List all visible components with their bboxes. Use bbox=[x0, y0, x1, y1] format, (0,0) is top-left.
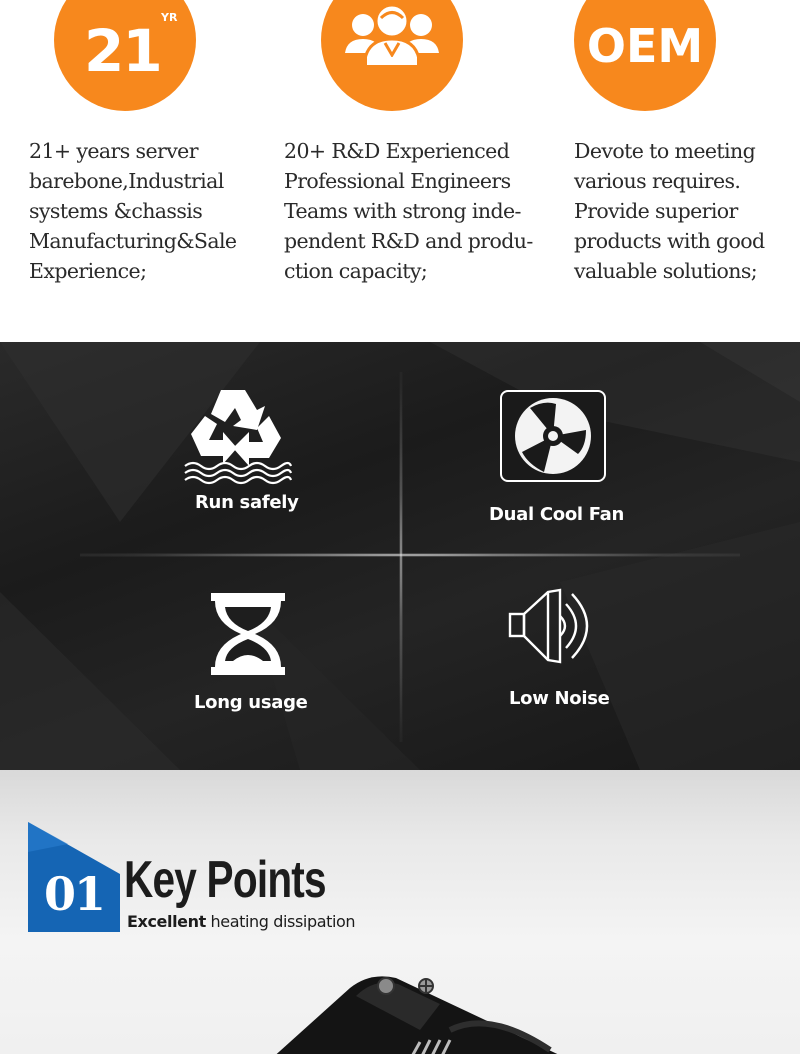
feature-line: barebone,Industrial bbox=[29, 169, 224, 193]
years-badge bbox=[54, 0, 196, 111]
feature-line: products with good bbox=[574, 229, 765, 253]
key-points-subtitle-bold: Excellent bbox=[127, 912, 206, 931]
fan-icon bbox=[500, 390, 606, 482]
feature-line: Devote to meeting bbox=[574, 139, 756, 163]
oem-badge-text: OEM bbox=[586, 19, 704, 73]
feature-line: ction capacity; bbox=[284, 259, 428, 283]
feature-line: Provide superior bbox=[574, 199, 738, 223]
feature-line: Manufacturing&Sale bbox=[29, 229, 237, 253]
years-badge-number: 21 bbox=[84, 17, 161, 85]
feature-line: systems &chassis bbox=[29, 199, 203, 223]
feature-line: 20+ R&D Experienced bbox=[284, 139, 510, 163]
key-points-section bbox=[0, 770, 800, 1054]
highlight-label-low-noise: Low Noise bbox=[509, 688, 610, 709]
feature-text-experience bbox=[29, 136, 264, 286]
years-badge-superscript: YR bbox=[161, 11, 178, 24]
product-highlights-section bbox=[0, 342, 800, 770]
feature-text-oem bbox=[574, 136, 800, 286]
feature-text-engineers bbox=[284, 136, 544, 286]
feature-line: 21+ years server bbox=[29, 139, 198, 163]
divider-vertical bbox=[399, 372, 403, 742]
hourglass-icon bbox=[211, 593, 285, 675]
key-points-title: Key Points bbox=[124, 851, 326, 909]
key-points-subtitle bbox=[127, 912, 355, 931]
key-points-subtitle-rest: heating dissipation bbox=[205, 912, 356, 931]
highlight-label-run-safely: Run safely bbox=[195, 492, 299, 513]
heatsink-product-image bbox=[270, 970, 570, 1054]
feature-line: Professional Engineers bbox=[284, 169, 511, 193]
feature-line: Teams with strong inde- bbox=[284, 199, 521, 223]
highlight-label-long-usage: Long usage bbox=[194, 692, 308, 713]
divider-horizontal bbox=[80, 553, 740, 557]
feature-line: Experience; bbox=[29, 259, 147, 283]
oem-badge bbox=[574, 0, 716, 111]
key-points-number: 01 bbox=[43, 867, 105, 921]
company-strengths-section bbox=[0, 0, 800, 342]
feature-line: pendent R&D and produ- bbox=[284, 229, 533, 253]
team-icon bbox=[341, 3, 443, 73]
speaker-icon bbox=[508, 586, 602, 666]
key-points-number-badge bbox=[28, 822, 120, 932]
highlight-label-dual-cool-fan: Dual Cool Fan bbox=[489, 504, 625, 525]
recycle-icon bbox=[183, 386, 293, 486]
team-badge bbox=[321, 0, 463, 111]
feature-line: valuable solutions; bbox=[574, 259, 758, 283]
feature-line: various requires. bbox=[574, 169, 741, 193]
